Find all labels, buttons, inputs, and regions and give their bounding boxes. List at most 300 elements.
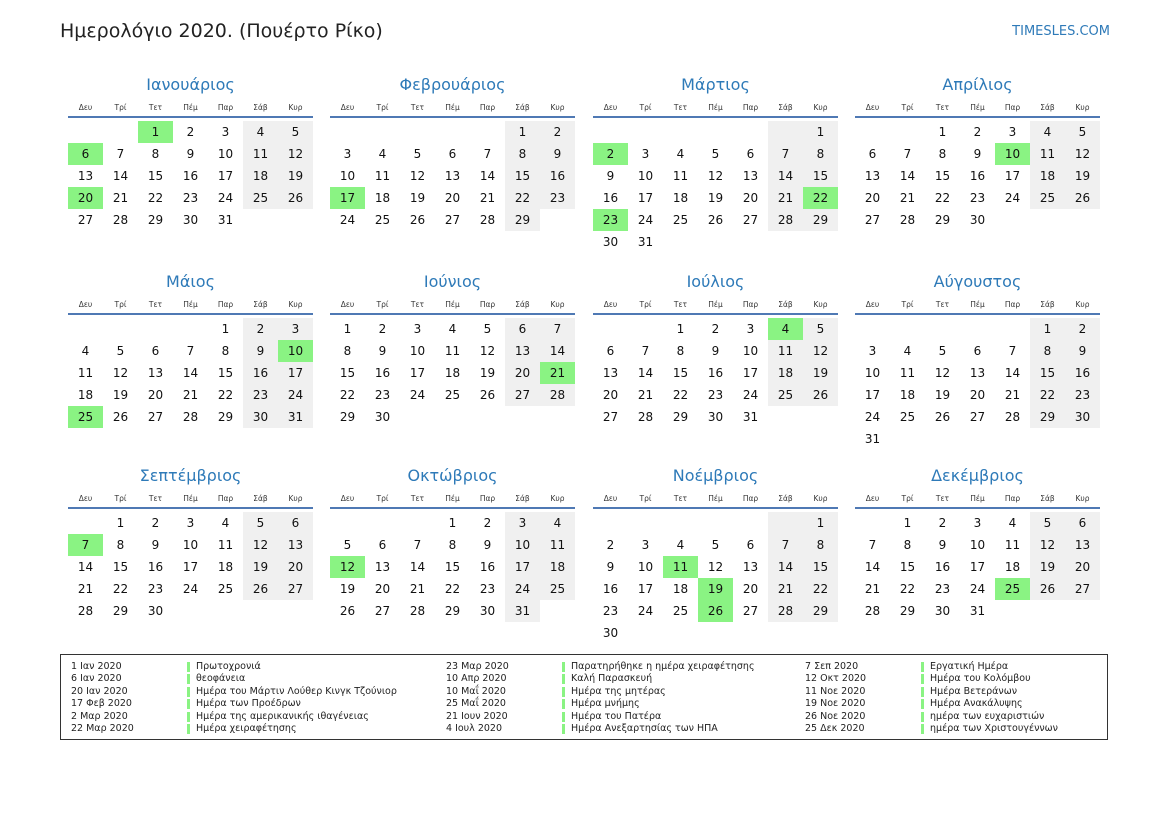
holiday-day-cell[interactable]: 4 [768, 318, 803, 340]
day-cell[interactable]: 16 [934, 560, 951, 574]
holiday-day-cell[interactable]: 6 [68, 143, 103, 165]
day-cell[interactable]: 29 [934, 213, 951, 227]
day-cell[interactable]: 4 [81, 344, 90, 358]
day-cell[interactable]: 24 [339, 213, 356, 227]
day-cell[interactable]: 19 [339, 582, 356, 596]
day-cell[interactable]: 18 [1004, 560, 1021, 574]
day-cell[interactable]: 11 [77, 366, 94, 380]
day-cell[interactable]: 26 [707, 213, 724, 227]
day-cell[interactable]: 12 [1030, 534, 1065, 556]
day-cell[interactable]: 21 [864, 582, 881, 596]
day-cell[interactable]: 6 [973, 344, 982, 358]
day-cell[interactable]: 19 [803, 362, 838, 384]
day-cell[interactable]: 17 [1004, 169, 1021, 183]
day-cell[interactable]: 25 [1030, 187, 1065, 209]
day-cell[interactable]: 25 [672, 604, 689, 618]
day-cell[interactable]: 28 [899, 213, 916, 227]
day-cell[interactable]: 16 [182, 169, 199, 183]
holiday-day-cell[interactable]: 21 [540, 362, 575, 384]
day-cell[interactable]: 17 [637, 191, 654, 205]
day-cell[interactable]: 27 [147, 410, 164, 424]
day-cell[interactable]: 11 [672, 169, 689, 183]
day-cell[interactable]: 31 [637, 235, 654, 249]
day-cell[interactable]: 30 [147, 604, 164, 618]
day-cell[interactable]: 17 [864, 388, 881, 402]
day-cell[interactable]: 13 [374, 560, 391, 574]
day-cell[interactable]: 16 [707, 366, 724, 380]
day-cell[interactable]: 23 [1065, 384, 1100, 406]
day-cell[interactable]: 11 [899, 366, 916, 380]
day-cell[interactable]: 15 [217, 366, 234, 380]
day-cell[interactable]: 9 [378, 344, 387, 358]
day-cell[interactable]: 26 [934, 410, 951, 424]
day-cell[interactable]: 26 [409, 213, 426, 227]
holiday-day-cell[interactable]: 26 [698, 600, 733, 622]
day-cell[interactable]: 14 [899, 169, 916, 183]
day-cell[interactable]: 6 [278, 512, 313, 534]
day-cell[interactable]: 18 [540, 556, 575, 578]
day-cell[interactable]: 28 [1004, 410, 1021, 424]
day-cell[interactable]: 1 [803, 121, 838, 143]
day-cell[interactable]: 4 [378, 147, 387, 161]
day-cell[interactable]: 29 [803, 600, 838, 622]
day-cell[interactable]: 8 [505, 143, 540, 165]
day-cell[interactable]: 11 [217, 538, 234, 552]
day-cell[interactable]: 13 [1065, 534, 1100, 556]
day-cell[interactable]: 23 [374, 388, 391, 402]
day-cell[interactable]: 9 [711, 344, 720, 358]
day-cell[interactable]: 29 [1030, 406, 1065, 428]
day-cell[interactable]: 29 [444, 604, 461, 618]
day-cell[interactable]: 26 [803, 384, 838, 406]
day-cell[interactable]: 22 [147, 191, 164, 205]
day-cell[interactable]: 30 [602, 626, 619, 640]
day-cell[interactable]: 24 [637, 604, 654, 618]
day-cell[interactable]: 5 [1030, 512, 1065, 534]
day-cell[interactable]: 17 [278, 362, 313, 384]
day-cell[interactable]: 16 [147, 560, 164, 574]
day-cell[interactable]: 30 [602, 235, 619, 249]
day-cell[interactable]: 3 [868, 344, 877, 358]
day-cell[interactable]: 24 [505, 578, 540, 600]
day-cell[interactable]: 14 [112, 169, 129, 183]
day-cell[interactable]: 9 [186, 147, 195, 161]
day-cell[interactable]: 29 [217, 410, 234, 424]
day-cell[interactable]: 29 [339, 410, 356, 424]
day-cell[interactable]: 4 [676, 538, 685, 552]
day-cell[interactable]: 21 [409, 582, 426, 596]
day-cell[interactable]: 17 [742, 366, 759, 380]
day-cell[interactable]: 29 [672, 410, 689, 424]
day-cell[interactable]: 27 [374, 604, 391, 618]
day-cell[interactable]: 2 [186, 125, 195, 139]
day-cell[interactable]: 5 [116, 344, 125, 358]
day-cell[interactable]: 29 [505, 209, 540, 231]
day-cell[interactable]: 17 [217, 169, 234, 183]
day-cell[interactable]: 16 [602, 191, 619, 205]
day-cell[interactable]: 31 [278, 406, 313, 428]
day-cell[interactable]: 5 [483, 322, 492, 336]
day-cell[interactable]: 27 [77, 213, 94, 227]
day-cell[interactable]: 17 [409, 366, 426, 380]
day-cell[interactable]: 2 [151, 516, 160, 530]
day-cell[interactable]: 10 [182, 538, 199, 552]
day-cell[interactable]: 3 [505, 512, 540, 534]
day-cell[interactable]: 26 [339, 604, 356, 618]
day-cell[interactable]: 30 [182, 213, 199, 227]
holiday-day-cell[interactable]: 25 [995, 578, 1030, 600]
day-cell[interactable]: 14 [479, 169, 496, 183]
day-cell[interactable]: 18 [374, 191, 391, 205]
day-cell[interactable]: 29 [147, 213, 164, 227]
day-cell[interactable]: 11 [374, 169, 391, 183]
day-cell[interactable]: 7 [768, 143, 803, 165]
day-cell[interactable]: 14 [77, 560, 94, 574]
day-cell[interactable]: 22 [339, 388, 356, 402]
day-cell[interactable]: 4 [903, 344, 912, 358]
day-cell[interactable]: 10 [637, 169, 654, 183]
day-cell[interactable]: 25 [768, 384, 803, 406]
day-cell[interactable]: 3 [186, 516, 195, 530]
day-cell[interactable]: 27 [742, 604, 759, 618]
day-cell[interactable]: 30 [479, 604, 496, 618]
day-cell[interactable]: 1 [903, 516, 912, 530]
day-cell[interactable]: 6 [1065, 512, 1100, 534]
day-cell[interactable]: 29 [112, 604, 129, 618]
day-cell[interactable]: 29 [803, 209, 838, 231]
holiday-day-cell[interactable]: 23 [593, 209, 628, 231]
day-cell[interactable]: 21 [768, 187, 803, 209]
day-cell[interactable]: 13 [969, 366, 986, 380]
day-cell[interactable]: 28 [409, 604, 426, 618]
day-cell[interactable]: 7 [641, 344, 650, 358]
day-cell[interactable]: 6 [606, 344, 615, 358]
day-cell[interactable]: 26 [1030, 578, 1065, 600]
day-cell[interactable]: 13 [505, 340, 540, 362]
day-cell[interactable]: 21 [112, 191, 129, 205]
day-cell[interactable]: 9 [606, 169, 615, 183]
day-cell[interactable]: 15 [803, 165, 838, 187]
day-cell[interactable]: 3 [343, 147, 352, 161]
day-cell[interactable]: 27 [969, 410, 986, 424]
day-cell[interactable]: 25 [243, 187, 278, 209]
day-cell[interactable]: 23 [707, 388, 724, 402]
day-cell[interactable]: 9 [243, 340, 278, 362]
day-cell[interactable]: 23 [540, 187, 575, 209]
day-cell[interactable]: 10 [505, 534, 540, 556]
day-cell[interactable]: 24 [637, 213, 654, 227]
day-cell[interactable]: 9 [151, 538, 160, 552]
day-cell[interactable]: 7 [413, 538, 422, 552]
day-cell[interactable]: 7 [1008, 344, 1017, 358]
day-cell[interactable]: 6 [378, 538, 387, 552]
day-cell[interactable]: 24 [217, 191, 234, 205]
day-cell[interactable]: 14 [768, 165, 803, 187]
day-cell[interactable]: 31 [969, 604, 986, 618]
day-cell[interactable]: 10 [637, 560, 654, 574]
day-cell[interactable]: 4 [1030, 121, 1065, 143]
day-cell[interactable]: 18 [444, 366, 461, 380]
holiday-day-cell[interactable]: 19 [698, 578, 733, 600]
day-cell[interactable]: 10 [409, 344, 426, 358]
day-cell[interactable]: 9 [1065, 340, 1100, 362]
day-cell[interactable]: 4 [221, 516, 230, 530]
holiday-day-cell[interactable]: 22 [803, 187, 838, 209]
day-cell[interactable]: 12 [934, 366, 951, 380]
day-cell[interactable]: 25 [444, 388, 461, 402]
day-cell[interactable]: 26 [1065, 187, 1100, 209]
day-cell[interactable]: 28 [637, 410, 654, 424]
day-cell[interactable]: 5 [413, 147, 422, 161]
day-cell[interactable]: 9 [483, 538, 492, 552]
day-cell[interactable]: 13 [77, 169, 94, 183]
day-cell[interactable]: 28 [768, 209, 803, 231]
day-cell[interactable]: 16 [969, 169, 986, 183]
day-cell[interactable]: 19 [707, 191, 724, 205]
day-cell[interactable]: 27 [742, 213, 759, 227]
day-cell[interactable]: 15 [444, 560, 461, 574]
day-cell[interactable]: 8 [676, 344, 685, 358]
day-cell[interactable]: 4 [676, 147, 685, 161]
day-cell[interactable]: 12 [707, 169, 724, 183]
day-cell[interactable]: 4 [448, 322, 457, 336]
day-cell[interactable]: 12 [707, 560, 724, 574]
day-cell[interactable]: 13 [742, 560, 759, 574]
day-cell[interactable]: 23 [934, 582, 951, 596]
day-cell[interactable]: 19 [1065, 165, 1100, 187]
holiday-day-cell[interactable]: 11 [663, 556, 698, 578]
day-cell[interactable]: 28 [540, 384, 575, 406]
day-cell[interactable]: 11 [1030, 143, 1065, 165]
day-cell[interactable]: 23 [602, 604, 619, 618]
day-cell[interactable]: 5 [711, 147, 720, 161]
day-cell[interactable]: 22 [803, 578, 838, 600]
day-cell[interactable]: 3 [413, 322, 422, 336]
day-cell[interactable]: 9 [973, 147, 982, 161]
day-cell[interactable]: 1 [221, 322, 230, 336]
day-cell[interactable]: 17 [505, 556, 540, 578]
day-cell[interactable]: 3 [641, 538, 650, 552]
day-cell[interactable]: 11 [768, 340, 803, 362]
day-cell[interactable]: 10 [339, 169, 356, 183]
day-cell[interactable]: 21 [77, 582, 94, 596]
day-cell[interactable]: 27 [278, 578, 313, 600]
day-cell[interactable]: 15 [1030, 362, 1065, 384]
day-cell[interactable]: 28 [182, 410, 199, 424]
day-cell[interactable]: 12 [278, 143, 313, 165]
day-cell[interactable]: 24 [864, 410, 881, 424]
day-cell[interactable]: 7 [116, 147, 125, 161]
day-cell[interactable]: 19 [409, 191, 426, 205]
day-cell[interactable]: 28 [768, 600, 803, 622]
holiday-day-cell[interactable]: 7 [68, 534, 103, 556]
day-cell[interactable]: 8 [1030, 340, 1065, 362]
day-cell[interactable]: 24 [409, 388, 426, 402]
day-cell[interactable]: 6 [746, 538, 755, 552]
day-cell[interactable]: 7 [540, 318, 575, 340]
day-cell[interactable]: 20 [444, 191, 461, 205]
day-cell[interactable]: 25 [672, 213, 689, 227]
day-cell[interactable]: 6 [448, 147, 457, 161]
day-cell[interactable]: 3 [278, 318, 313, 340]
day-cell[interactable]: 20 [602, 388, 619, 402]
day-cell[interactable]: 6 [505, 318, 540, 340]
day-cell[interactable]: 30 [1065, 406, 1100, 428]
day-cell[interactable]: 1 [448, 516, 457, 530]
day-cell[interactable]: 15 [803, 556, 838, 578]
day-cell[interactable]: 11 [243, 143, 278, 165]
day-cell[interactable]: 3 [641, 147, 650, 161]
day-cell[interactable]: 8 [803, 143, 838, 165]
day-cell[interactable]: 26 [278, 187, 313, 209]
day-cell[interactable]: 18 [1030, 165, 1065, 187]
day-cell[interactable]: 5 [343, 538, 352, 552]
day-cell[interactable]: 15 [505, 165, 540, 187]
day-cell[interactable]: 12 [243, 534, 278, 556]
day-cell[interactable]: 9 [606, 560, 615, 574]
day-cell[interactable]: 1 [676, 322, 685, 336]
day-cell[interactable]: 21 [768, 578, 803, 600]
holiday-day-cell[interactable]: 10 [995, 143, 1030, 165]
day-cell[interactable]: 11 [444, 344, 461, 358]
day-cell[interactable]: 22 [1030, 384, 1065, 406]
day-cell[interactable]: 7 [186, 344, 195, 358]
day-cell[interactable]: 1 [803, 512, 838, 534]
day-cell[interactable]: 7 [483, 147, 492, 161]
holiday-day-cell[interactable]: 2 [593, 143, 628, 165]
day-cell[interactable]: 23 [243, 384, 278, 406]
day-cell[interactable]: 22 [444, 582, 461, 596]
day-cell[interactable]: 13 [742, 169, 759, 183]
day-cell[interactable]: 15 [147, 169, 164, 183]
day-cell[interactable]: 22 [112, 582, 129, 596]
day-cell[interactable]: 18 [77, 388, 94, 402]
day-cell[interactable]: 12 [1065, 143, 1100, 165]
day-cell[interactable]: 16 [243, 362, 278, 384]
day-cell[interactable]: 20 [742, 191, 759, 205]
day-cell[interactable]: 13 [864, 169, 881, 183]
day-cell[interactable]: 1 [343, 322, 352, 336]
day-cell[interactable]: 2 [606, 538, 615, 552]
day-cell[interactable]: 24 [278, 384, 313, 406]
day-cell[interactable]: 6 [746, 147, 755, 161]
day-cell[interactable]: 1 [938, 125, 947, 139]
day-cell[interactable]: 1 [1030, 318, 1065, 340]
day-cell[interactable]: 19 [243, 556, 278, 578]
day-cell[interactable]: 16 [479, 560, 496, 574]
day-cell[interactable]: 21 [182, 388, 199, 402]
day-cell[interactable]: 19 [278, 165, 313, 187]
day-cell[interactable]: 15 [112, 560, 129, 574]
day-cell[interactable]: 18 [217, 560, 234, 574]
day-cell[interactable]: 4 [1008, 516, 1017, 530]
day-cell[interactable]: 19 [1030, 556, 1065, 578]
day-cell[interactable]: 19 [112, 388, 129, 402]
day-cell[interactable]: 5 [278, 121, 313, 143]
day-cell[interactable]: 27 [505, 384, 540, 406]
day-cell[interactable]: 7 [768, 534, 803, 556]
day-cell[interactable]: 3 [746, 322, 755, 336]
day-cell[interactable]: 3 [1008, 125, 1017, 139]
day-cell[interactable]: 17 [637, 582, 654, 596]
day-cell[interactable]: 31 [864, 432, 881, 446]
day-cell[interactable]: 14 [768, 556, 803, 578]
day-cell[interactable]: 22 [672, 388, 689, 402]
day-cell[interactable]: 15 [672, 366, 689, 380]
day-cell[interactable]: 2 [540, 121, 575, 143]
day-cell[interactable]: 12 [479, 344, 496, 358]
day-cell[interactable]: 10 [969, 538, 986, 552]
day-cell[interactable]: 12 [409, 169, 426, 183]
day-cell[interactable]: 20 [374, 582, 391, 596]
holiday-day-cell[interactable]: 25 [68, 406, 103, 428]
day-cell[interactable]: 15 [339, 366, 356, 380]
day-cell[interactable]: 24 [742, 388, 759, 402]
day-cell[interactable]: 22 [899, 582, 916, 596]
day-cell[interactable]: 30 [934, 604, 951, 618]
day-cell[interactable]: 11 [1004, 538, 1021, 552]
day-cell[interactable]: 24 [182, 582, 199, 596]
day-cell[interactable]: 7 [903, 147, 912, 161]
day-cell[interactable]: 18 [768, 362, 803, 384]
day-cell[interactable]: 4 [540, 512, 575, 534]
day-cell[interactable]: 20 [147, 388, 164, 402]
day-cell[interactable]: 20 [278, 556, 313, 578]
site-link[interactable]: TIMESLES.COM [1012, 24, 1110, 39]
day-cell[interactable]: 5 [243, 512, 278, 534]
day-cell[interactable]: 20 [969, 388, 986, 402]
holiday-day-cell[interactable]: 1 [138, 121, 173, 143]
day-cell[interactable]: 14 [409, 560, 426, 574]
day-cell[interactable]: 19 [934, 388, 951, 402]
day-cell[interactable]: 27 [444, 213, 461, 227]
day-cell[interactable]: 24 [969, 582, 986, 596]
day-cell[interactable]: 23 [969, 191, 986, 205]
day-cell[interactable]: 2 [378, 322, 387, 336]
day-cell[interactable]: 5 [711, 538, 720, 552]
day-cell[interactable]: 31 [217, 213, 234, 227]
day-cell[interactable]: 2 [243, 318, 278, 340]
day-cell[interactable]: 19 [479, 366, 496, 380]
day-cell[interactable]: 11 [540, 534, 575, 556]
day-cell[interactable]: 15 [934, 169, 951, 183]
holiday-day-cell[interactable]: 10 [278, 340, 313, 362]
day-cell[interactable]: 6 [868, 147, 877, 161]
day-cell[interactable]: 30 [243, 406, 278, 428]
day-cell[interactable]: 26 [479, 388, 496, 402]
day-cell[interactable]: 27 [602, 410, 619, 424]
day-cell[interactable]: 17 [969, 560, 986, 574]
day-cell[interactable]: 16 [1065, 362, 1100, 384]
day-cell[interactable]: 3 [221, 125, 230, 139]
day-cell[interactable]: 14 [182, 366, 199, 380]
day-cell[interactable]: 14 [540, 340, 575, 362]
day-cell[interactable]: 30 [707, 410, 724, 424]
day-cell[interactable]: 30 [374, 410, 391, 424]
day-cell[interactable]: 5 [938, 344, 947, 358]
day-cell[interactable]: 30 [969, 213, 986, 227]
day-cell[interactable]: 28 [479, 213, 496, 227]
day-cell[interactable]: 16 [602, 582, 619, 596]
holiday-day-cell[interactable]: 12 [330, 556, 365, 578]
day-cell[interactable]: 28 [77, 604, 94, 618]
day-cell[interactable]: 23 [182, 191, 199, 205]
day-cell[interactable]: 26 [112, 410, 129, 424]
day-cell[interactable]: 15 [899, 560, 916, 574]
day-cell[interactable]: 24 [1004, 191, 1021, 205]
day-cell[interactable]: 31 [505, 600, 540, 622]
holiday-day-cell[interactable]: 20 [68, 187, 103, 209]
